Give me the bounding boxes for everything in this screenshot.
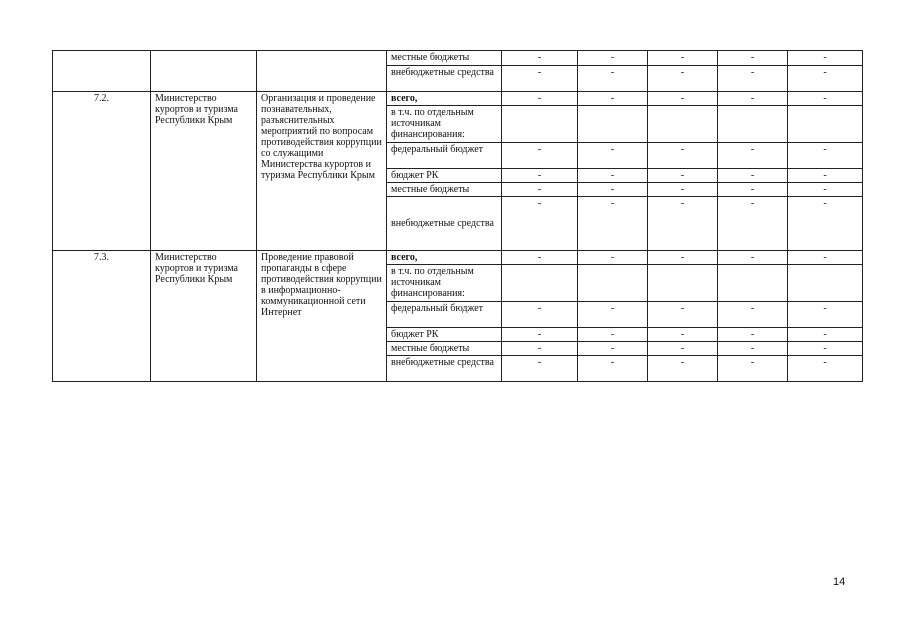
value-cell: - xyxy=(578,251,648,265)
source-cell: местные бюджеты xyxy=(387,183,502,197)
value-cell: - xyxy=(718,143,788,169)
value-cell: - xyxy=(648,183,718,197)
value-cell: - xyxy=(718,356,788,382)
source-cell: федеральный бюджет xyxy=(387,302,502,328)
executor-cell: Министерство курортов и туризма Республики Крым xyxy=(151,92,257,251)
value-cell: - xyxy=(648,66,718,92)
value-cell: - xyxy=(578,183,648,197)
value-cell xyxy=(718,106,788,143)
activity-cell xyxy=(257,51,387,92)
table-row xyxy=(53,92,863,106)
value-cell: - xyxy=(502,342,578,356)
source-cell: федеральный бюджет xyxy=(387,143,502,169)
value-cell: - xyxy=(648,197,718,251)
source-cell: местные бюджеты xyxy=(387,51,502,66)
value-cell: - xyxy=(718,342,788,356)
value-cell: - xyxy=(502,328,578,342)
source-cell: внебюджетные средства xyxy=(387,66,502,92)
budget-table xyxy=(52,50,863,382)
value-cell: - xyxy=(718,183,788,197)
value-cell: - xyxy=(578,51,648,66)
value-cell xyxy=(502,265,578,302)
value-cell: - xyxy=(502,51,578,66)
value-cell: - xyxy=(718,251,788,265)
value-cell: - xyxy=(502,169,578,183)
value-cell: - xyxy=(648,169,718,183)
value-cell xyxy=(502,106,578,143)
value-cell: - xyxy=(502,66,578,92)
value-cell: - xyxy=(502,251,578,265)
num-cell xyxy=(53,51,151,92)
source-cell: бюджет РК xyxy=(387,169,502,183)
value-cell: - xyxy=(788,356,863,382)
value-cell: - xyxy=(718,169,788,183)
value-cell: - xyxy=(648,302,718,328)
value-cell: - xyxy=(718,66,788,92)
table-row xyxy=(53,51,863,66)
value-cell: - xyxy=(788,251,863,265)
value-cell: - xyxy=(718,92,788,106)
source-cell: внебюджетные средства xyxy=(387,197,502,251)
value-cell: - xyxy=(788,197,863,251)
source-cell: внебюджетные средства xyxy=(387,356,502,382)
table-row xyxy=(53,251,863,265)
row-number: 7.2. xyxy=(53,92,151,251)
page-number: 14 xyxy=(833,576,846,588)
value-cell: - xyxy=(578,356,648,382)
value-cell: - xyxy=(788,169,863,183)
value-cell: - xyxy=(788,328,863,342)
value-cell: - xyxy=(502,143,578,169)
value-cell: - xyxy=(788,92,863,106)
value-cell: - xyxy=(578,328,648,342)
value-cell: - xyxy=(648,342,718,356)
value-cell: - xyxy=(578,302,648,328)
row-number: 7.3. xyxy=(53,251,151,382)
value-cell: - xyxy=(648,328,718,342)
activity-cell: Организация и проведение познавательных, разъяснительных мероприятий по вопросам противодействия коррупции со служащими Министерства курортов и туризма Республики Крым xyxy=(257,92,387,251)
source-cell: местные бюджеты xyxy=(387,342,502,356)
value-cell xyxy=(578,106,648,143)
value-cell: - xyxy=(718,51,788,66)
value-cell: - xyxy=(578,66,648,92)
value-cell: - xyxy=(578,143,648,169)
value-cell xyxy=(648,265,718,302)
value-cell xyxy=(788,265,863,302)
activity-cell: Проведение правовой пропаганды в сфере противодействия коррупции в информационно-коммуникационной сети Интернет xyxy=(257,251,387,382)
value-cell: - xyxy=(788,342,863,356)
value-cell: - xyxy=(788,143,863,169)
source-cell: всего, xyxy=(387,92,502,106)
value-cell: - xyxy=(648,143,718,169)
value-cell: - xyxy=(648,251,718,265)
value-cell: - xyxy=(648,356,718,382)
source-cell: всего, xyxy=(387,251,502,265)
value-cell xyxy=(578,265,648,302)
value-cell: - xyxy=(648,92,718,106)
value-cell: - xyxy=(502,356,578,382)
value-cell: - xyxy=(578,342,648,356)
source-cell: бюджет РК xyxy=(387,328,502,342)
value-cell xyxy=(788,106,863,143)
value-cell: - xyxy=(502,183,578,197)
source-cell: в т.ч. по отдельным источникам финансирования: xyxy=(387,106,502,143)
value-cell: - xyxy=(578,92,648,106)
value-cell: - xyxy=(578,169,648,183)
source-cell: в т.ч. по отдельным источникам финансирования: xyxy=(387,265,502,302)
value-cell: - xyxy=(502,302,578,328)
value-cell: - xyxy=(648,51,718,66)
value-cell: - xyxy=(788,51,863,66)
executor-cell: Министерство курортов и туризма Республики Крым xyxy=(151,251,257,382)
value-cell: - xyxy=(788,183,863,197)
value-cell: - xyxy=(718,328,788,342)
executor-cell xyxy=(151,51,257,92)
value-cell: - xyxy=(718,197,788,251)
value-cell xyxy=(648,106,718,143)
value-cell: - xyxy=(578,197,648,251)
value-cell: - xyxy=(788,302,863,328)
value-cell: - xyxy=(502,197,578,251)
value-cell: - xyxy=(502,92,578,106)
value-cell xyxy=(718,265,788,302)
value-cell: - xyxy=(788,66,863,92)
value-cell: - xyxy=(718,302,788,328)
